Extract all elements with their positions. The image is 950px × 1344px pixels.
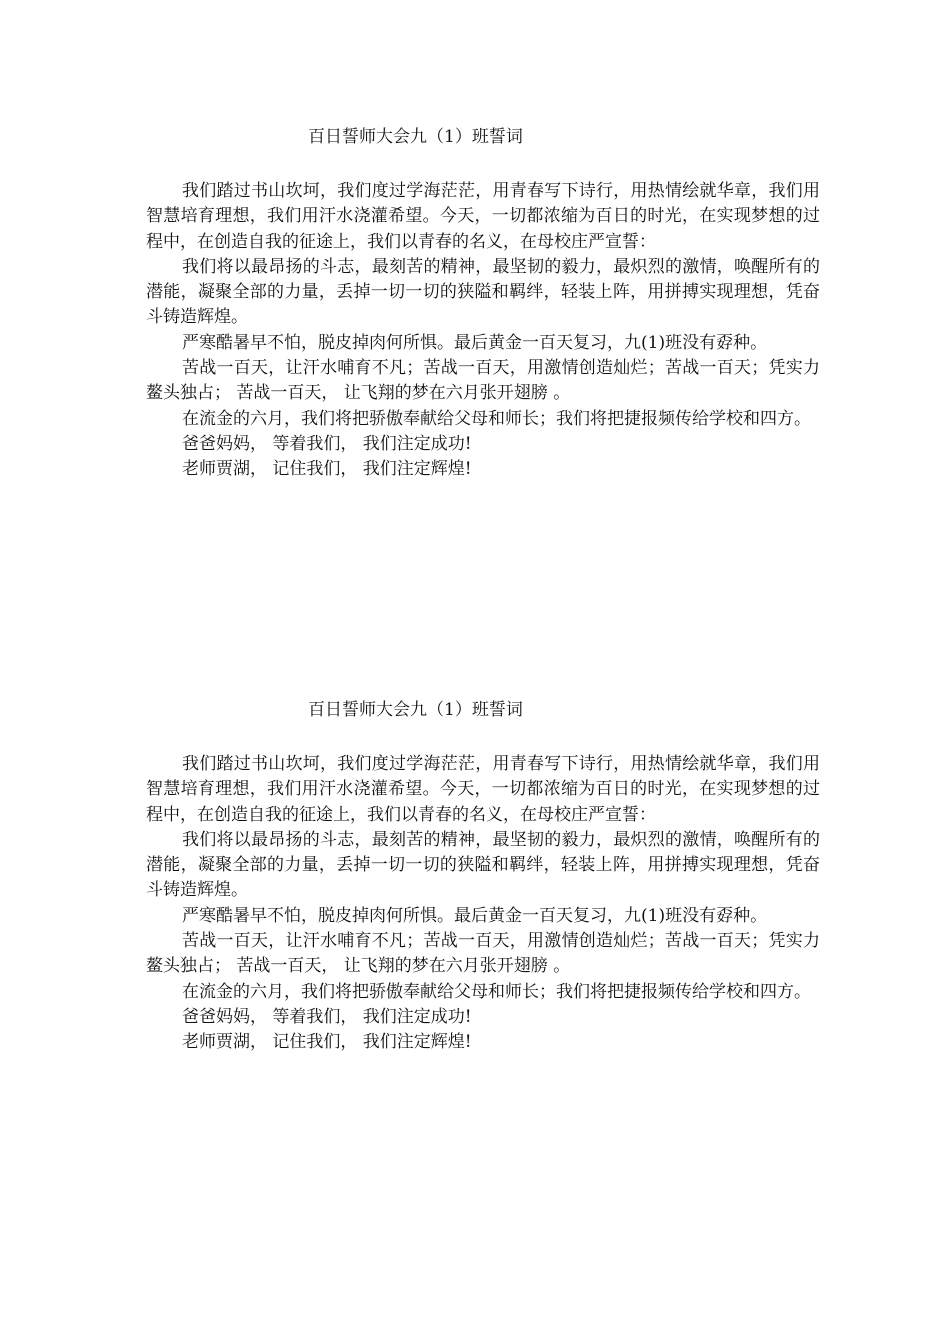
oath-section-1 <box>146 124 820 483</box>
oath-body <box>146 179 820 483</box>
paragraph-resolve: 严寒酷暑早不怕，脱皮掉肉何所惧。最后黄金一百天复习，九(1)班没有孬种。 <box>182 332 768 353</box>
paragraph-intro: 我们踏过书山坎坷，我们度过学海茫茫，用青春写下诗行，用热情绘就华章，我们用智慧培育理想，我们用汗水浇灌希望。今天，一切都浓缩为百日的时光，在实现梦想的过程中，在创造自我的征途上，我们以青春的名义，在母校庄严宣誓： <box>146 181 820 252</box>
paragraph-parents: 爸爸妈妈， 等着我们， 我们注定成功! <box>182 1006 472 1027</box>
paragraph-pledge: 我们将以最昂扬的斗志，最刻苦的精神，最坚韧的毅力，最炽烈的激情，唤醒所有的潜能，凝聚全部的力量，丢掉一切一切的狭隘和羁绊，轻装上阵，用拼搏实现理想，凭奋斗铸造辉煌。 <box>146 829 820 901</box>
oath-body <box>146 752 820 1056</box>
paragraph-pledge: 我们将以最昂扬的斗志，最刻苦的精神，最坚韧的毅力，最炽烈的激情，唤醒所有的潜能，凝聚全部的力量，丢掉一切一切的狭隘和羁绊，轻装上阵，用拼搏实现理想，凭奋斗铸造辉煌。 <box>146 256 820 328</box>
paragraph-parents: 爸爸妈妈， 等着我们， 我们注定成功! <box>182 433 472 454</box>
paragraph-intro: 我们踏过书山坎坷，我们度过学海茫茫，用青春写下诗行，用热情绘就华章，我们用智慧培育理想，我们用汗水浇灌希望。今天，一切都浓缩为百日的时光，在实现梦想的过程中，在创造自我的征途上，我们以青春的名义，在母校庄严宣誓： <box>146 754 820 825</box>
document-title: 百日誓师大会九（1）班誓词 <box>308 700 523 720</box>
document-title: 百日誓师大会九（1）班誓词 <box>308 127 523 147</box>
oath-section-2 <box>146 697 820 1056</box>
paragraph-resolve: 严寒酷暑早不怕，脱皮掉肉何所惧。最后黄金一百天复习，九(1)班没有孬种。 <box>182 905 768 926</box>
paragraph-teachers: 老师贾湖， 记住我们， 我们注定辉煌! <box>182 1032 472 1053</box>
paragraph-hundred-days: 苦战一百天，让汗水哺育不凡；苦战一百天，用激情创造灿烂；苦战一百天；凭实力鳌头独占； 苦战一百天， 让飞翔的梦在六月张开翅膀 。 <box>146 358 820 404</box>
paragraph-hundred-days: 苦战一百天，让汗水哺育不凡；苦战一百天，用激情创造灿烂；苦战一百天；凭实力鳌头独占； 苦战一百天， 让飞翔的梦在六月张开翅膀 。 <box>146 931 820 977</box>
paragraph-teachers: 老师贾湖， 记住我们， 我们注定辉煌! <box>182 459 472 480</box>
paragraph-june: 在流金的六月，我们将把骄傲奉献给父母和师长；我们将把捷报频传给学校和四方。 <box>182 981 811 1002</box>
paragraph-june: 在流金的六月，我们将把骄傲奉献给父母和师长；我们将把捷报频传给学校和四方。 <box>182 408 811 429</box>
